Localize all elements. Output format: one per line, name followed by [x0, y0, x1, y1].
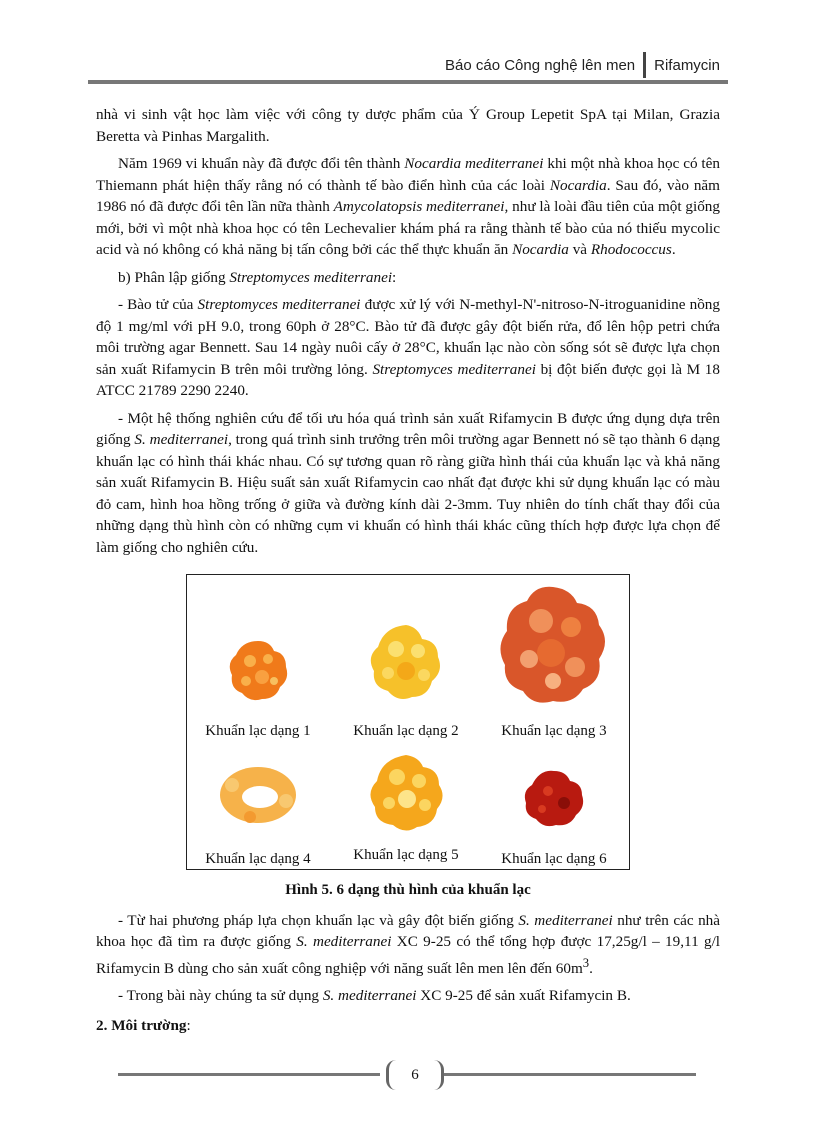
paragraph-3: - Bào tử của Streptomyces mediterranei được xử lý với N-methyl-N'-nitroso-N-itroguanidine nồng độ 1 mg/ml với pH 9.0, trong 60ph ở 28°C. Bào tử đã được gây đột biến rửa, đổ lên hộp petri chứa môi trường agar Bennett. Sau 14 ngày nuôi cấy ở 28°C, khuẩn lạc nào còn sống sót sẽ được lựa chọn sản xuất Rifamycin B trên môi trường lỏng. Streptomyces mediterranei bị đột biến được gọi là M 18 ATCC 21789 2290 2240. [96, 296, 720, 399]
colony-6-image [514, 763, 594, 833]
header-rule [88, 80, 728, 84]
section-heading: 2. Môi trường: [96, 1016, 191, 1034]
header-separator [643, 52, 646, 78]
colony-3-image [491, 581, 617, 711]
colony-1-label: Khuẩn lạc dạng 1 [205, 723, 311, 739]
colony-cell-2 [337, 615, 475, 743]
paragraph-1: nhà vi sinh vật học làm việc với công ty dược phẩm của Ý Group Lepetit SpA tại Milan, Grazia Beretta và Pinhas Margalith. [96, 106, 720, 145]
colony-cell-6 [485, 763, 623, 871]
colony-cell-5 [337, 749, 475, 867]
colony-5-label: Khuẩn lạc dạng 5 [353, 847, 459, 863]
colony-2-image [358, 615, 454, 711]
colony-figure [186, 574, 630, 870]
colony-cell-3 [485, 581, 623, 743]
paragraph-2: Năm 1969 vi khuẩn này đã được đổi tên thành Nocardia mediterranei khi một nhà khoa học có tên Thiemann phát hiện thấy rằng nó có thành tế bào điển hình của các loài Nocardia. Sau đó, vào năm 1986 nó đã được đổi tên lần nữa thành Amycolatopsis mediterranei, như là loài đầu tiên của một giống mới, bởi vì một nhà khoa học có tên Lechevalier khám phá ra rằng thành tế bào của nó thiếu mycolic acid và nó không có khả năng bị tấn công bởi các thể thực khuẩn ăn Nocardia và Rhodococcus. [96, 155, 720, 258]
header-topic: Rifamycin [654, 56, 720, 74]
colony-cell-1 [189, 631, 327, 743]
colony-5-image [361, 749, 451, 835]
page-number: 6 [386, 1060, 444, 1090]
colony-6-label: Khuẩn lạc dạng 6 [501, 851, 607, 867]
colony-4-image [210, 755, 306, 835]
colony-3-label: Khuẩn lạc dạng 3 [501, 723, 607, 739]
figure-caption: Hình 5. 6 dạng thù hình của khuẩn lạc [285, 882, 531, 898]
footer-rule-left [118, 1073, 380, 1076]
colony-2-label: Khuẩn lạc dạng 2 [353, 723, 459, 739]
page-header [445, 52, 720, 78]
colony-1-image [218, 631, 298, 711]
paragraph-4: - Một hệ thống nghiên cứu để tối ưu hóa quá trình sản xuất Rifamycin B được ứng dụng dựa trên giống S. mediterranei, trong quá trình sinh trưởng trên môi trường agar Bennett nó sẽ tạo thành 6 dạng khuẩn lạc có hình thái khác nhau. Có sự tương quan rõ ràng giữa hình thái của khuẩn lạc và khả năng sản xuất Rifamycin B. Hiệu suất sản xuất Rifamycin cao nhất đạt được khi sử dụng khuẩn lạc có màu đỏ cam, hình hoa hồng trống ở giữa và đường kính dài 2-3mm. Tuy nhiên do tính chất thay đổi của những dạng thù hình còn có những cụm vi khuẩn có hình thái khác cũng thích hợp được lựa chọn để làm giống cho nghiên cứu. [96, 409, 720, 556]
paragraph-5: - Từ hai phương pháp lựa chọn khuẩn lạc và gây đột biến giống S. mediterranei như trên các nhà khoa học đã tìm ra được giống S. mediterranei XC 9-25 có thể tổng hợp được 17,25g/l – 19,11 g/l Rifamycin B dùng cho sản xuất công nghiệp với năng suất lên men lên đến $60m^3$. [96, 911, 721, 977]
colony-cell-4 [189, 755, 327, 871]
footer-rule-right [444, 1073, 696, 1076]
subsection-heading: b) Phân lập giống Streptomyces mediterranei: [118, 268, 397, 286]
page-content [96, 104, 720, 1042]
colony-4-label: Khuẩn lạc dạng 4 [205, 851, 311, 867]
paragraph-6: - Trong bài này chúng ta sử dụng S. mediterranei XC 9-25 để sản xuất Rifamycin B. [118, 987, 631, 1005]
header-title: Báo cáo Công nghệ lên men [445, 56, 636, 74]
